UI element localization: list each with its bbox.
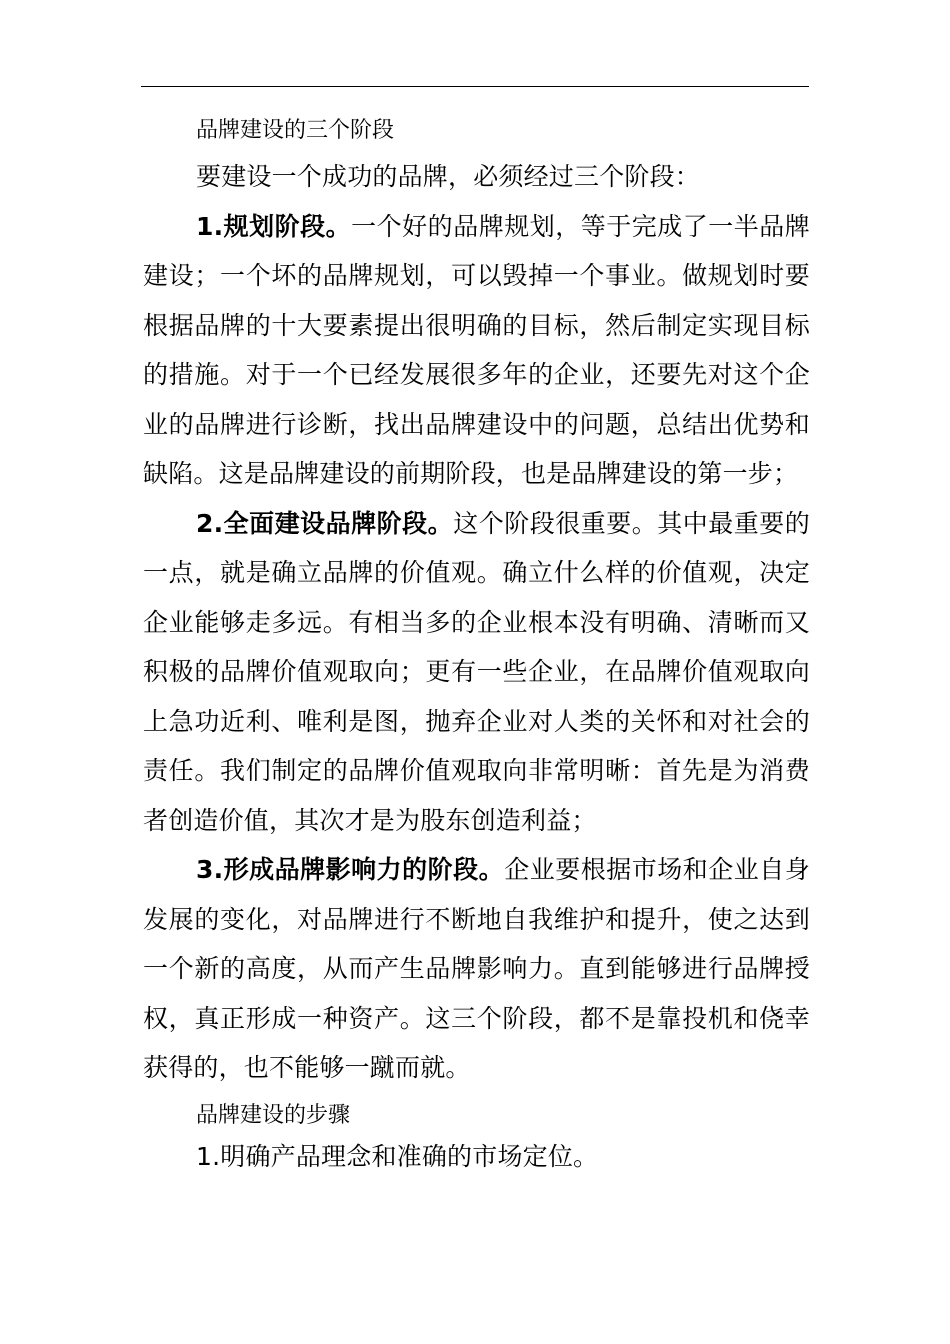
step-1-paragraph: 1.明确产品理念和准确的市场定位。	[196, 1141, 599, 1171]
stage-1-body: 一个好的品牌规划，等于完成了一半品牌建设；一个坏的品牌规划，可以毁掉一个事业。做规划时要根据品牌的十大要素提出很明确的目标，然后制定实现目标的措施。对于一个已经发展很多年的企业，还要先对这个企业的品牌进行诊断，找出品牌建设中的问题，总结出优势和缺陷。这是品牌建设的前期阶段，也是品牌建设的第一步；	[143, 211, 811, 488]
section-title-steps: 品牌建设的步骤	[196, 1102, 351, 1128]
stage-3-lead: 3.形成品牌影响力的阶段。	[196, 855, 505, 884]
document-body	[143, 107, 810, 1181]
intro-paragraph: 要建设一个成功的品牌，必须经过三个阶段：	[196, 162, 701, 191]
section-title-three-stages: 品牌建设的三个阶段	[196, 118, 395, 143]
stage-1-lead: 1.规划阶段。	[196, 211, 352, 241]
stage-2-paragraph	[143, 499, 810, 846]
stage-3-paragraph	[143, 845, 810, 1093]
stage-2-lead: 2.全面建设品牌阶段。	[196, 508, 454, 538]
stage-2-body: 这个阶段很重要。其中最重要的一点，就是确立品牌的价值观。确立什么样的价值观，决定企业能够走多远。有相当多的企业根本没有明确、清晰而又积极的品牌价值观取向；更有一些企业，在品牌价值观取向上急功近利、唯利是图，抛弃企业对人类的关怀和对社会的责任。我们制定的品牌价值观取向非常明晰：首先是为消费者创造价值，其次才是为股东创造利益；	[143, 508, 810, 835]
stage-1-paragraph	[143, 202, 810, 499]
header-rule	[141, 86, 809, 87]
stage-3-body: 企业要根据市场和企业自身发展的变化，对品牌进行不断地自我维护和提升，使之达到一个新的高度，从而产生品牌影响力。直到能够进行品牌授权，真正形成一种资产。这三个阶段，都不是靠投机和侥幸获得的，也不能够一蹴而就。	[143, 855, 810, 1082]
